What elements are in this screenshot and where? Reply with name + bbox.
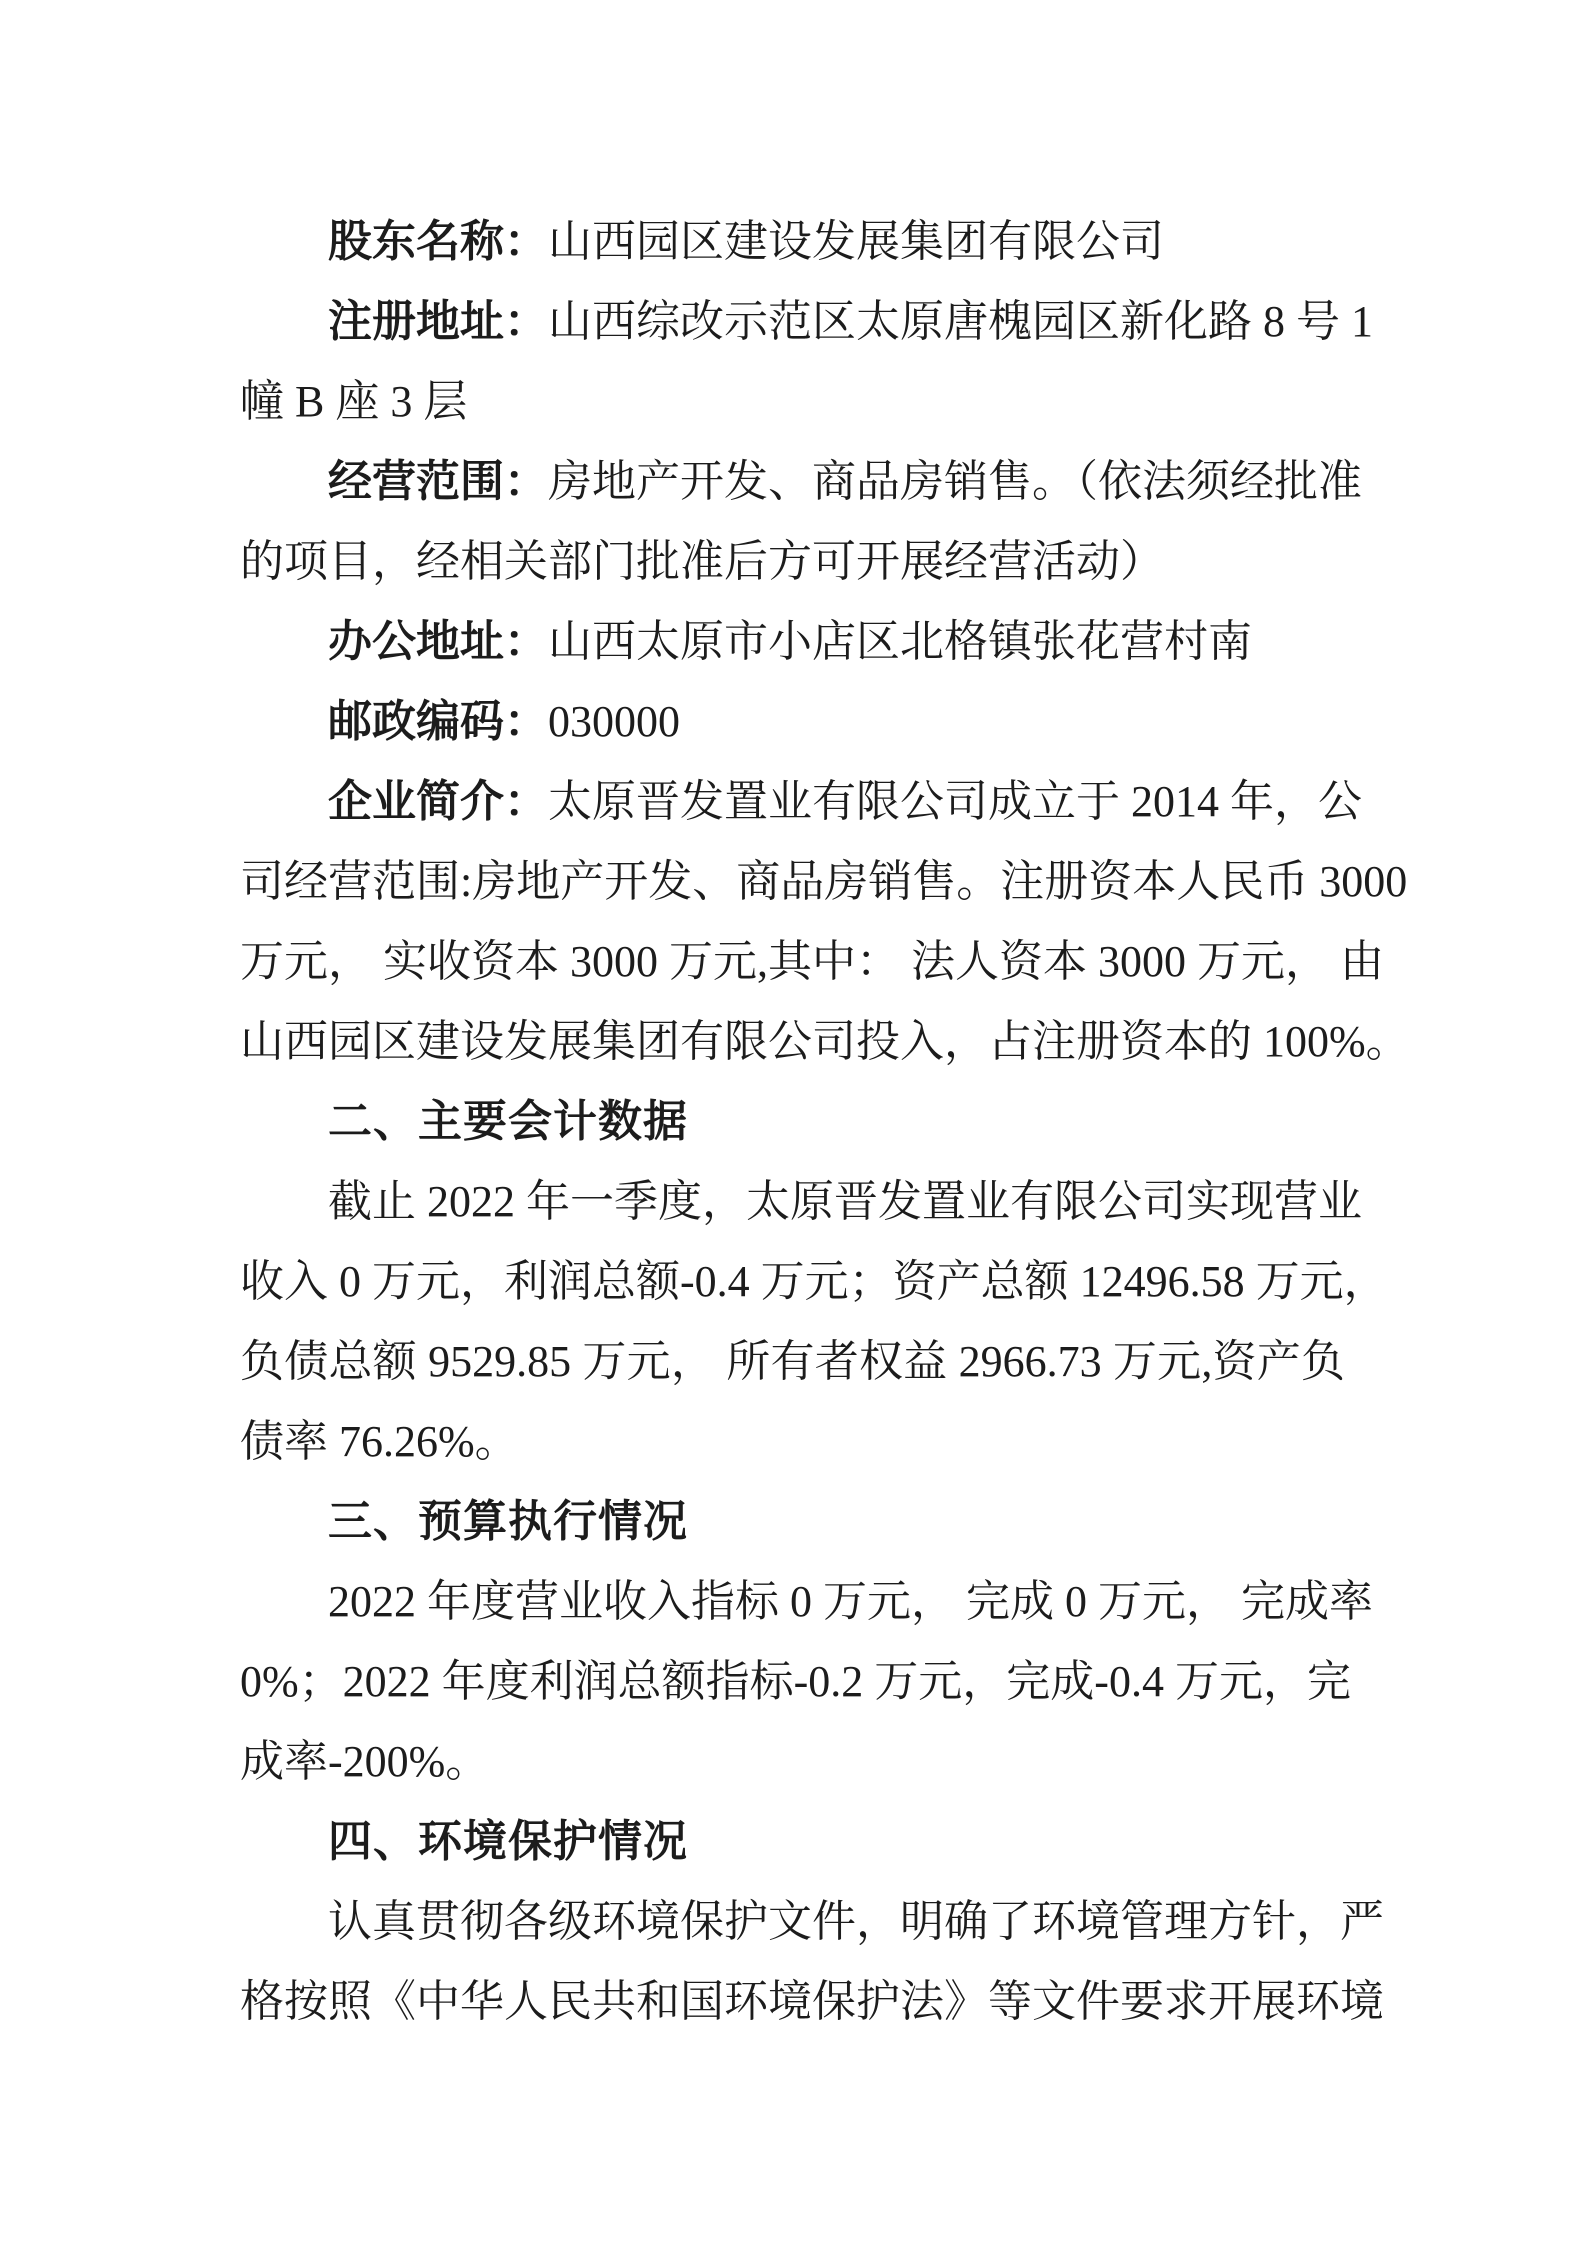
heading-text: 四、环境保护情况 xyxy=(328,1817,688,1866)
document-body xyxy=(240,202,1410,2042)
text-line xyxy=(240,522,1345,602)
body-text: 收入 0 万元，利润总额-0.4 万元；资产总额 12496.58 万元， xyxy=(240,1257,1388,1306)
text-line xyxy=(240,682,1345,762)
body-text: 成率-200%。 xyxy=(240,1737,490,1786)
field-label: 注册地址： xyxy=(328,297,548,346)
body-text: 司经营范围:房地产开发、商品房销售。注册资本人民币 3000 xyxy=(240,857,1408,906)
body-text: 山西园区建设发展集团有限公司投入，占注册资本的 100%。 xyxy=(240,1017,1410,1066)
text-line xyxy=(240,1962,1384,2042)
text-line xyxy=(240,1162,1362,1242)
body-text: 幢 B 座 3 层 xyxy=(240,377,468,426)
heading-text: 三、预算执行情况 xyxy=(328,1497,688,1546)
text-line xyxy=(240,282,1373,362)
body-text: 房地产开发、商品房销售。（依法须经批准 xyxy=(548,457,1362,506)
text-line xyxy=(240,362,1345,442)
text-line xyxy=(240,762,1362,842)
body-text: 2022 年度营业收入指标 0 万元， 完成 0 万元， 完成率 xyxy=(328,1577,1373,1626)
text-line xyxy=(240,1322,1345,1402)
text-line xyxy=(240,842,1408,922)
section-heading xyxy=(240,1802,1345,1882)
text-line xyxy=(240,1722,1345,1802)
text-line xyxy=(240,1402,1345,1482)
section-heading xyxy=(240,1482,1345,1562)
body-text: 格按照《中华人民共和国环境保护法》等文件要求开展环境 xyxy=(240,1977,1384,2026)
section-heading xyxy=(240,1082,1345,1162)
text-line xyxy=(240,1642,1351,1722)
text-line xyxy=(240,442,1362,522)
text-line xyxy=(240,1882,1384,1962)
text-line xyxy=(240,1562,1373,1642)
text-line xyxy=(240,922,1384,1002)
body-text: 债率 76.26%。 xyxy=(240,1417,519,1466)
body-text: 负债总额 9529.85 万元， 所有者权益 2966.73 万元,资产负 xyxy=(240,1337,1345,1386)
text-line xyxy=(240,602,1345,682)
body-text: 山西综改示范区太原唐槐园区新化路 8 号 1 xyxy=(548,297,1373,346)
body-text: 山西太原市小店区北格镇张花营村南 xyxy=(548,617,1252,666)
field-label: 办公地址： xyxy=(328,617,548,666)
body-text: 太原晋发置业有限公司成立于 2014 年，公 xyxy=(548,777,1362,826)
field-label: 股东名称： xyxy=(328,217,548,266)
text-line xyxy=(240,1242,1388,1322)
text-line xyxy=(240,202,1345,282)
body-text: 山西园区建设发展集团有限公司 xyxy=(548,217,1164,266)
body-text: 0%；2022 年度利润总额指标-0.2 万元，完成-0.4 万元，完 xyxy=(240,1657,1351,1706)
body-text: 认真贯彻各级环境保护文件，明确了环境管理方针，严 xyxy=(328,1897,1384,1946)
body-text: 的项目，经相关部门批准后方可开展经营活动） xyxy=(240,537,1164,586)
field-label: 邮政编码： xyxy=(328,697,548,746)
body-text: 万元， 实收资本 3000 万元,其中： 法人资本 3000 万元， 由 xyxy=(240,937,1384,986)
body-text: 030000 xyxy=(548,697,680,746)
body-text: 截止 2022 年一季度，太原晋发置业有限公司实现营业 xyxy=(328,1177,1362,1226)
field-label: 经营范围： xyxy=(328,457,548,506)
text-line xyxy=(240,1002,1410,1082)
field-label: 企业简介： xyxy=(328,777,548,826)
heading-text: 二、主要会计数据 xyxy=(328,1097,688,1146)
